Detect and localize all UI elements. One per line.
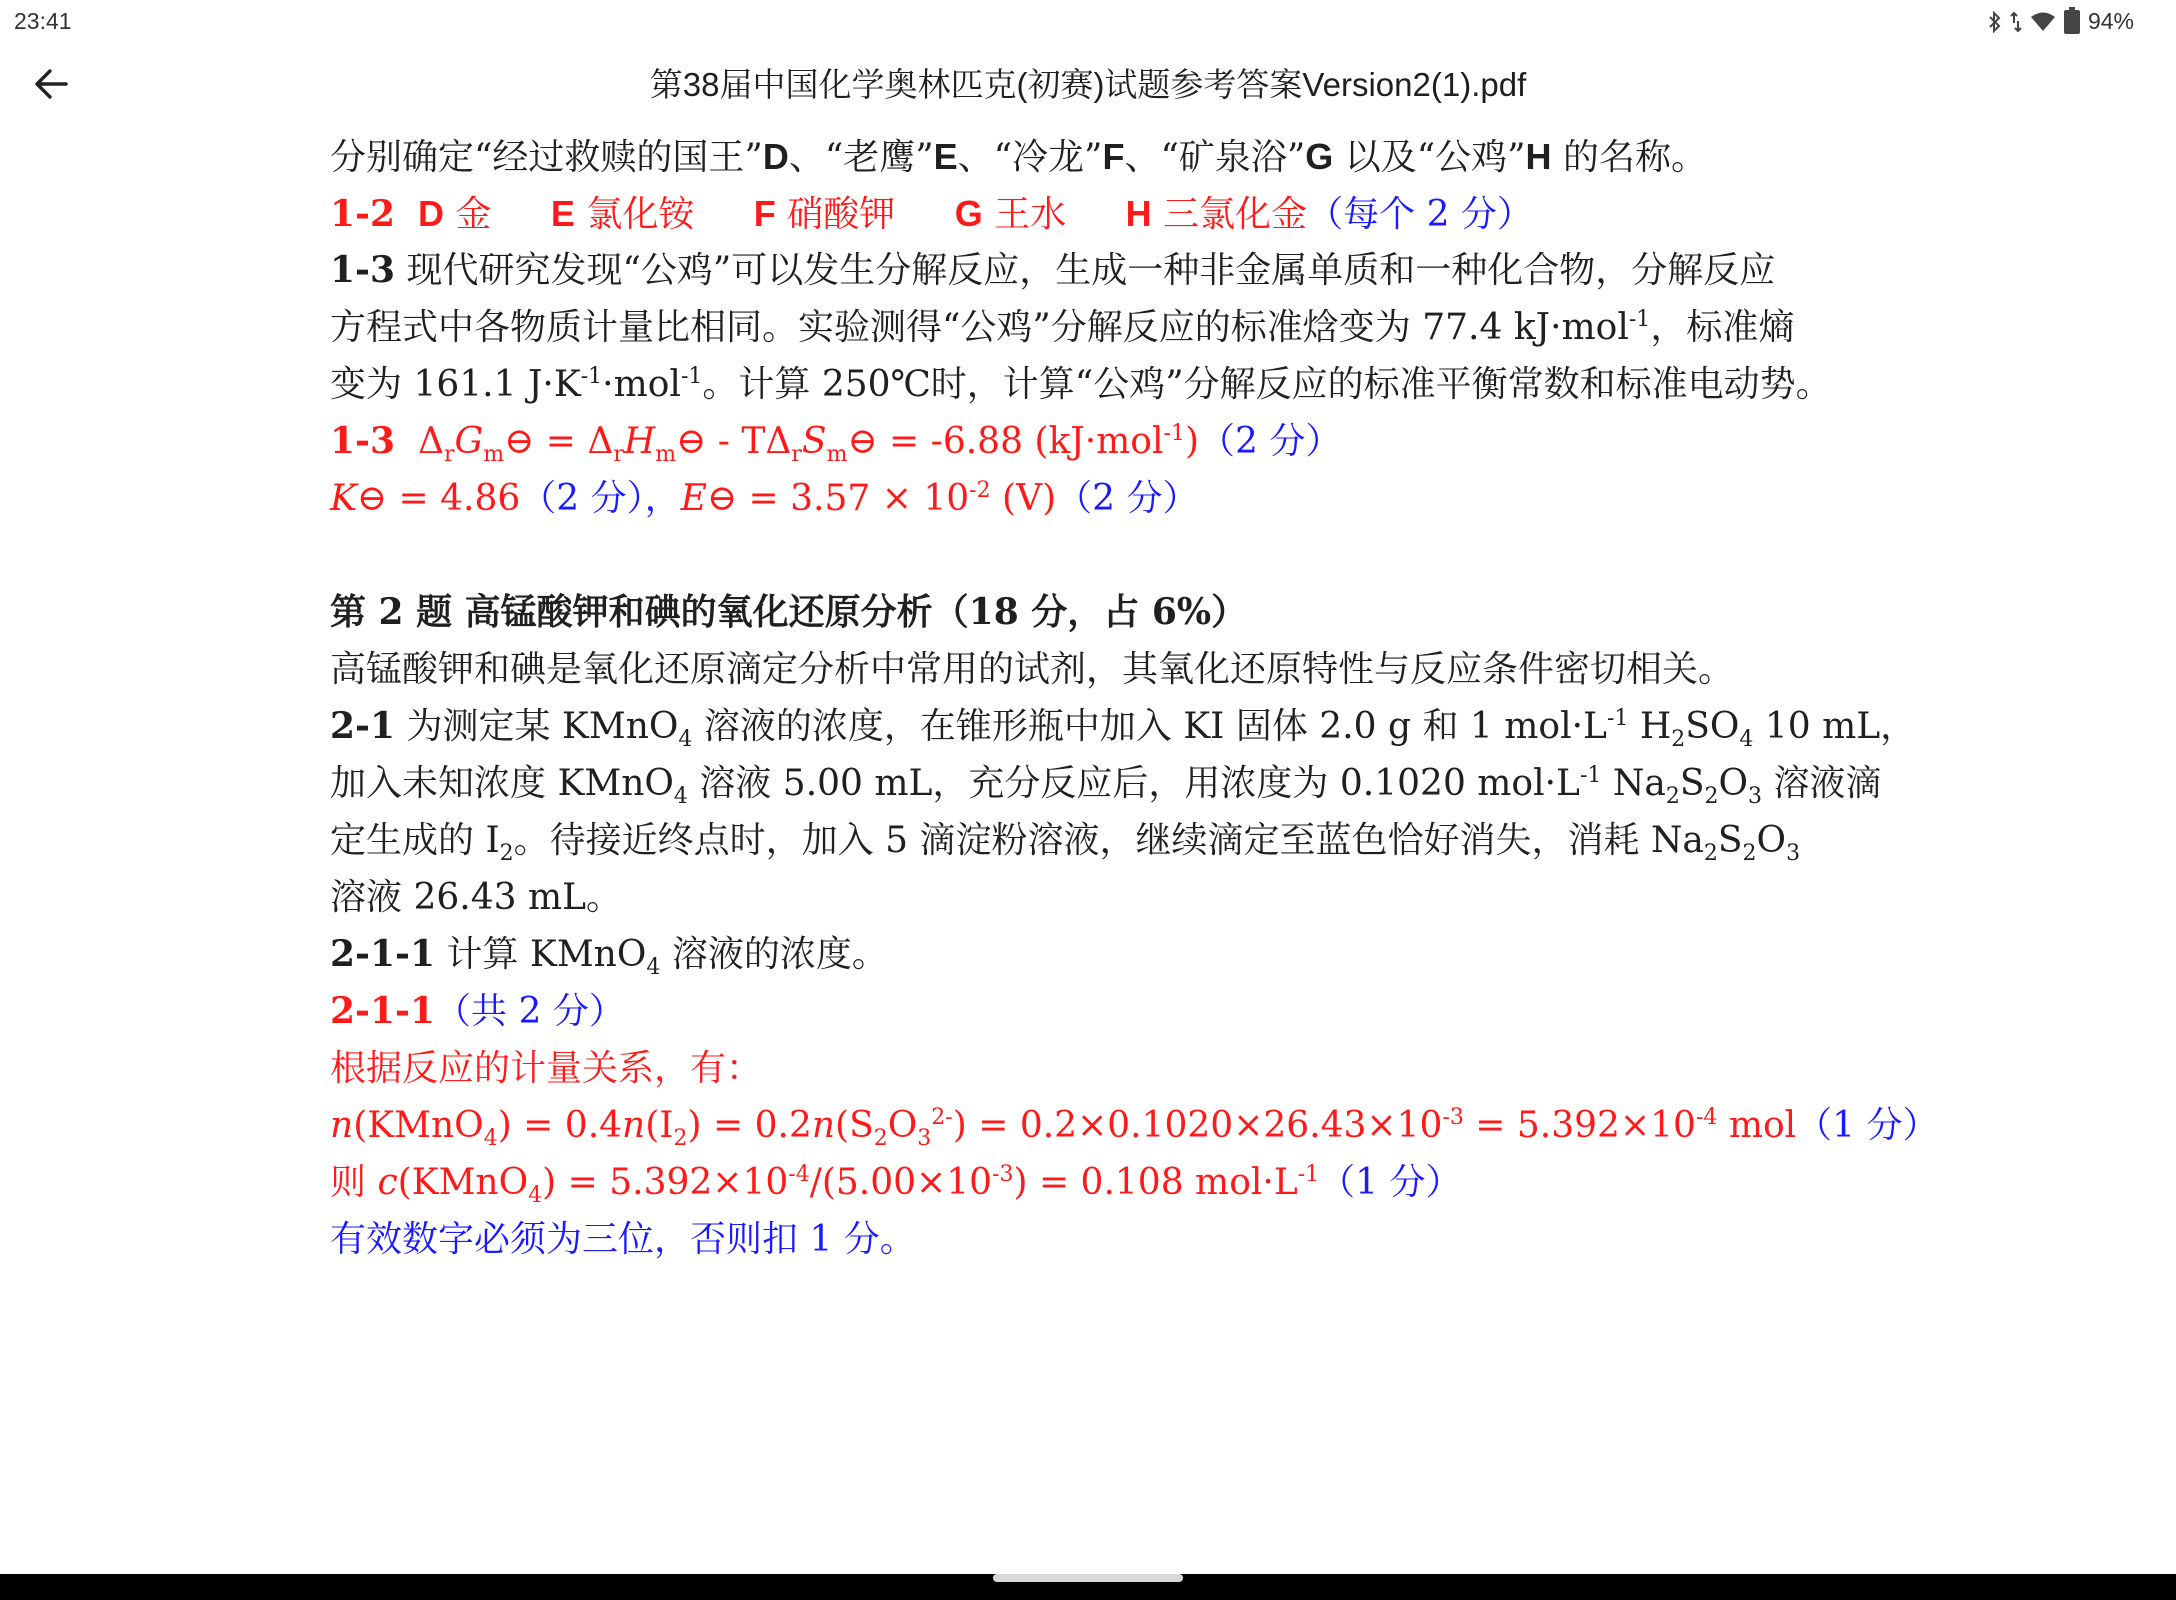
answer-equation-line: 则 c(KMnO$_4$) = $5.392\times 10^{-4}/(5.00\times 10^{-3}) = 0.108$ $mol\cdot L^{-1}(1$ 分） xyxy=(330,1162,1462,1209)
question-text-line: 高锰酸钾和碘是氧化还原滴定分析中常用的试剂，其氧化还原特性与反应条件密切相关。 xyxy=(330,649,1735,690)
answer-text-line: 根据反应的计量关系，有： xyxy=(330,1048,763,1089)
answer-equation-line: n(KMnO$_4$) = $0.4n(I_2) = 0.2n(S_2O_3^{2-}) = 0.2\times 0.1020\times 26.43\times 10^{-3} = 5.392\times 10^{-4}$ mol（1 分） xyxy=(330,1105,1939,1152)
battery-icon xyxy=(2064,10,2080,34)
answer-line-1-3-gibbs: 1-3 $\Delta_rG_m⊖$ = $\Delta_rH_m⊖$ - $T\Delta_rS_m⊖ = -6.88$ (kJ·mol$^{-1}$)（2 分） xyxy=(330,420,1342,468)
question-text-line: 加入未知浓度 KMnO$_4$ 溶液 5.00 mL，充分反应后，用浓度为 0.1020 $mol\cdot L^{-1}$ $Na_2S_2O_3$ 溶液滴 xyxy=(330,763,1882,810)
data-arrows-icon xyxy=(2010,11,2022,33)
question-text-line: 溶液 26.43 mL。 xyxy=(330,877,622,918)
answer-line-1-2: 1-2 D 金 E 氯化铵 F 硝酸钾 G 王水 H 三氯化金（每个 2 分） xyxy=(330,193,1533,235)
question-text-line: 1-3 现代研究发现“公鸡”可以发生分解反应，生成一种非金属单质和一种化合物，分解反应 xyxy=(330,249,1776,291)
question-text-line: 2-1 为测定某 KMnO$_4$ 溶液的浓度，在锥形瓶中加入 KI 固体 2.0 g 和 1 $mol\cdot L^{-1}$ $H_2SO_4$ 10 mL， xyxy=(330,705,1917,753)
wifi-icon xyxy=(2030,11,2056,33)
question-text-line: 分别确定“经过救赎的国王”D、“老鹰”E、“冷龙”F、“矿泉浴”G 以及“公鸡”H 的名称。 xyxy=(330,136,1707,178)
answer-line-1-3-k-e: K⊖ = 4.86（2 分），E⊖ = $3.57 \times 10^{-2}$ (V)（2 分） xyxy=(330,478,1199,519)
section-heading-q2: 第 2 题 高锰酸钾和碘的氧化还原分析（18 分，占 6%） xyxy=(330,591,1248,633)
grading-note: 有效数字必须为三位，否则扣 1 分。 xyxy=(330,1219,916,1260)
home-gesture-handle[interactable] xyxy=(993,1574,1183,1582)
status-icons xyxy=(1988,8,2134,35)
answer-line-2-1-1-heading: 2-1-1（共 2 分） xyxy=(330,990,625,1032)
question-text-line: 方程式中各物质计量比相同。实验测得“公鸡”分解反应的标准焓变为 77.4 kJ·mol$^{-1}$，标准熵 xyxy=(330,307,1795,348)
bluetooth-icon xyxy=(1988,11,2002,33)
pdf-page[interactable] xyxy=(330,128,1939,1268)
question-text-line: 2-1-1 计算 KMnO$_4$ 溶液的浓度。 xyxy=(330,933,888,981)
question-text-line: 变为 161.1 $J\cdot K^{-1}\cdot mol^{-1}$。计算 250℃时，计算“公鸡”分解反应的标准平衡常数和标准电动势。 xyxy=(330,364,1832,405)
document-title: 第38届中国化学奥林匹克(初赛)试题参考答案Version2(1).pdf xyxy=(649,66,1527,103)
app-bar xyxy=(0,44,2176,124)
question-text-line: 定生成的 $I_2$。待接近终点时，加入 5 滴淀粉溶液，继续滴定至蓝色恰好消失，消耗 $Na_2S_2O_3$ xyxy=(330,820,1801,867)
status-bar xyxy=(0,0,2176,44)
battery-level: 94% xyxy=(2087,8,2134,34)
status-time: 23:41 xyxy=(14,8,72,34)
